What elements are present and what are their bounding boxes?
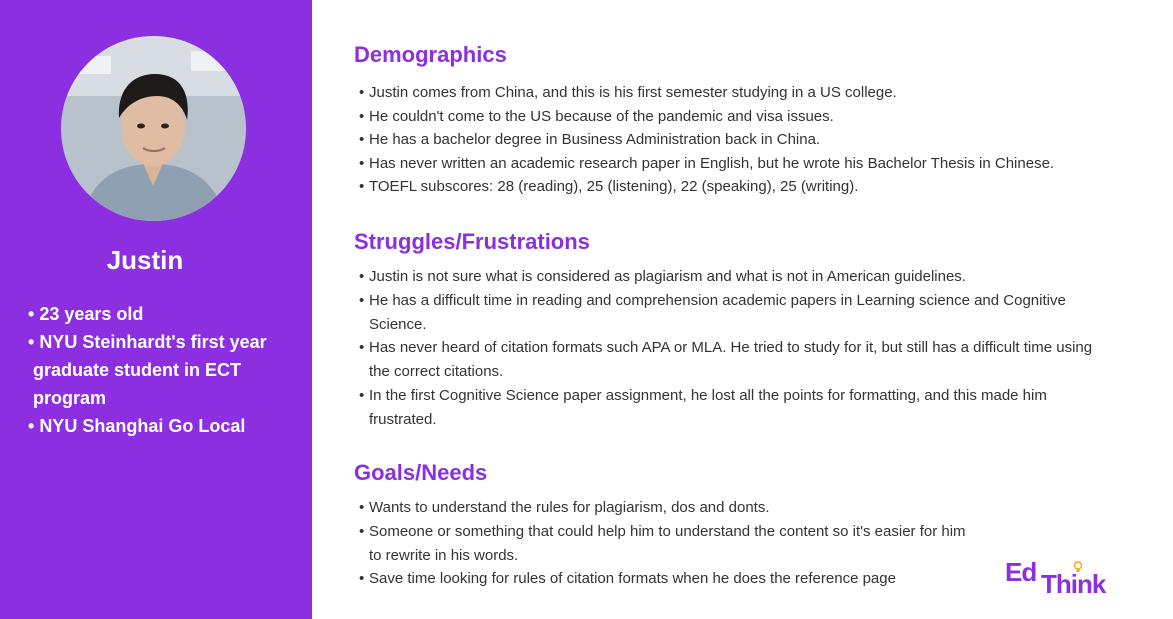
- list-item: • Has never written an academic research paper in English, but he wrote his Bachelor Thesis in Chinese.: [359, 152, 1099, 176]
- fact-item: • NYU Steinhardt's first year graduate student in ECT program: [28, 328, 298, 412]
- avatar: [61, 36, 246, 221]
- goals-title: Goals/Needs: [354, 460, 488, 485]
- list-item: • Wants to understand the rules for plagiarism, dos and donts.: [359, 496, 969, 520]
- persona-name: Justin: [106, 245, 184, 275]
- list-item: • He couldn't come to the US because of the pandemic and visa issues.: [359, 105, 1099, 129]
- persona-facts: [28, 300, 298, 440]
- list-item: • TOEFL subscores: 28 (reading), 25 (listening), 22 (speaking), 25 (writing).: [359, 175, 1099, 199]
- list-item: • Justin is not sure what is considered as plagiarism and what is not in American guidelines.: [359, 265, 1099, 289]
- list-item: • Justin comes from China, and this is his first semester studying in a US college.: [359, 81, 1099, 105]
- goals-list: [359, 496, 969, 591]
- demographics-title: Demographics: [354, 42, 507, 67]
- struggles-list: [359, 265, 1099, 432]
- struggles-title: Struggles/Frustrations: [354, 229, 590, 254]
- list-item: • He has a bachelor degree in Business Administration back in China.: [359, 128, 1099, 152]
- list-item: • Someone or something that could help him to understand the content so it's easier for him to rewrite in his words.: [359, 520, 969, 568]
- edthink-logo: [1005, 557, 1125, 602]
- demographics-list: [359, 81, 1099, 199]
- persona-sidebar: [0, 0, 312, 619]
- fact-item: • 23 years old: [28, 300, 298, 328]
- list-item: • Has never heard of citation formats such APA or MLA. He tried to study for it, but still has a difficult time using the correct citations.: [359, 336, 1099, 384]
- list-item: • He has a difficult time in reading and comprehension academic papers in Learning science and Cognitive Science.: [359, 289, 1099, 337]
- list-item: • Save time looking for rules of citation formats when he does the reference page: [359, 567, 969, 591]
- fact-item: • NYU Shanghai Go Local: [28, 412, 298, 440]
- list-item: • In the first Cognitive Science paper assignment, he lost all the points for formatting, and this made him frustrated.: [359, 384, 1099, 432]
- logo-think: Think: [1041, 569, 1106, 599]
- avatar-photo: [61, 36, 246, 221]
- logo-ed: Ed: [1005, 557, 1037, 587]
